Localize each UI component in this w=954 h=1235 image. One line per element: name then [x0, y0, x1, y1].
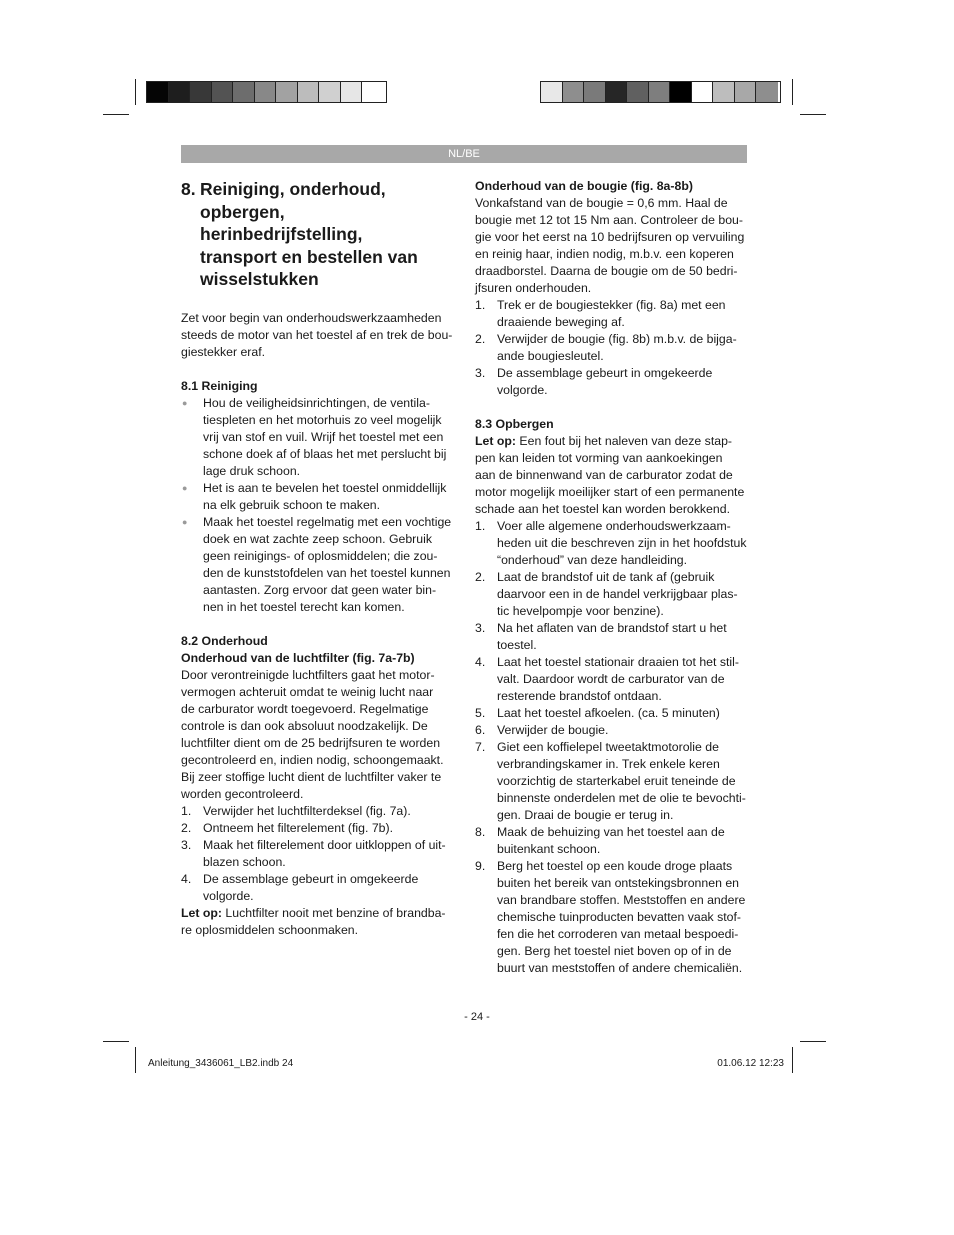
crop-mark [800, 114, 826, 115]
list-item: ● Hou de veiligheidsinrichtingen, de ventila- tiespleten en het motorhuis zo veel mogelijk vrij van stof en vuil. Wrijf het toestel met een schone doek af of blaas het met perslucht bij lage druk schoon. [182, 395, 447, 478]
list-item: 4. De assemblage gebeurt in omgekeerde volgorde. [181, 871, 419, 903]
section-heading [181, 178, 453, 291]
left-column [181, 178, 453, 939]
list-item: 3. De assemblage gebeurt in omgekeerde volgorde. [475, 366, 713, 397]
sub-heading-spark-plug: Onderhoud van de bougie (fig. 8a-8b) [475, 179, 693, 193]
footer-datetime: 01.06.12 12:23 [717, 1058, 784, 1069]
color-swatch [298, 82, 320, 102]
page-number: - 24 - [464, 1011, 490, 1023]
color-swatch [147, 82, 169, 102]
subsection-heading-storage: 8.3 Opbergen [475, 417, 554, 431]
section-number: 8. [181, 179, 196, 199]
color-swatch [692, 82, 714, 102]
crop-mark [792, 1047, 793, 1073]
color-swatch [255, 82, 277, 102]
list-item: 4. Laat het toestel stationair draaien tot het stil- valt. Daardoor wordt de carburator van de resterende brandstof ontdaan. [475, 655, 739, 703]
color-swatch [341, 82, 363, 102]
bullet-icon: ● [182, 516, 188, 527]
color-swatch [541, 82, 563, 102]
color-swatch [319, 82, 341, 102]
list-item: 2. Ontneem het filterelement (fig. 7b). [181, 820, 394, 835]
crop-mark [103, 114, 129, 115]
color-swatch [190, 82, 212, 102]
right-column [475, 178, 747, 977]
list-item: 7. Giet een koffielepel tweetaktmotorolie de verbrandingskamer in. Trek enkele keren voorzichtig de starterkabel eruit teneinde de binnenste onderdelen met de olie te bevochti- gen. Draai de bougie er terug in. [475, 740, 746, 822]
list-item: 5. Laat het toestel afkoelen. (ca. 5 minuten) [475, 706, 720, 720]
color-swatch [563, 82, 585, 102]
color-swatch [713, 82, 735, 102]
color-swatch [627, 82, 649, 102]
color-swatch [670, 82, 692, 102]
color-swatch [276, 82, 298, 102]
list-item: ● Maak het toestel regelmatig met een vochtige doek en wat zachte zeep schoon. Gebruik geen reinigings- of oplosmiddelen; die zou- den de kunststofdelen van het toestel kunnen aantasten. Zorg ervoor dat geen water bin- nen in het toestel terecht kan komen. [182, 514, 452, 614]
footer-filename: Anleitung_3436061_LB2.indb 24 [148, 1058, 294, 1069]
subsection-heading-cleaning: 8.1 Reiniging [181, 378, 258, 393]
list-item: 6. Verwijder de bougie. [475, 723, 609, 737]
bullet-icon: ● [182, 482, 188, 493]
list-item: 1. Voer alle algemene onderhoudswerkzaam- heden uit die beschreven zijn in het hoofdstuk “onderhoud” van deze handleiding. [475, 519, 747, 567]
air-filter-note: Let op: Luchtfilter nooit met benzine of brandba- re oplosmiddelen schoonmaken. [181, 905, 446, 937]
list-item: 2. Verwijder de bougie (fig. 8b) m.b.v. de bijga- ande bougiesleutel. [475, 332, 737, 363]
intro-paragraph: Zet voor begin van onderhoudswerkzaamheden steeds de motor van het toestel af en trek de bou- giestekker eraf. [181, 310, 453, 359]
color-swatch [756, 82, 778, 102]
spark-plug-paragraph: Vonkafstand van de bougie = 0,6 mm. Haal de bougie met 12 tot 15 Nm aan. Controleer de bou- gie voor het eerst na 10 bedrijfsuren op vervuiling en reinig haar, indien nodig, m.b.v. een koperen draadborstel. Daarna de bougie om de 50 bedri- jfsuren onderhouden. [475, 196, 745, 295]
bullet-icon: ● [182, 397, 188, 408]
color-swatch [584, 82, 606, 102]
list-item: 8. Maak de behuizing van het toestel aan de buitenkant schoon. [475, 825, 725, 856]
storage-note: Let op: Een fout bij het naleven van deze stap- pen kan leiden tot vorming van aankoekingen aan de binnenwand van de carburator zodat de motor mogelijk moeilijker start of een permanente schade aan het toestel kan worden berokkend. [475, 434, 745, 516]
color-swatch [362, 82, 384, 102]
color-swatch [212, 82, 234, 102]
list-item: 2. Laat de brandstof uit de tank af (gebruik daarvoor een in de handel verkrijgbaar plas- tic hevelpompje voor benzine). [475, 570, 738, 618]
list-item: 1. Trek er de bougiestekker (fig. 8a) met een draaiende beweging af. [475, 298, 726, 329]
air-filter-paragraph: Door verontreinigde luchtfilters gaat het motor- vermogen achteruit omdat te weinig lucht naar de carburator wordt toegevoerd. Regelmatige controle is dan ook absoluut noodzakelijk. De luchtfilter dient om de 25 bedrijfsuren te worden gecontroleerd en, indien nodig, schoongemaakt. Bij zeer stoffige lucht dient de luchtfilter vaker te worden gecontroleerd. [181, 667, 444, 801]
list-item: 3. Na het aflaten van de brandstof start u het toestel. [475, 621, 727, 652]
color-swatch-strip-right [540, 81, 781, 103]
color-swatch [233, 82, 255, 102]
list-item: 3. Maak het filterelement door uitkloppen of uit- blazen schoon. [181, 837, 446, 869]
section-title: Reiniging, onderhoud, opbergen, herinbedrijfstelling, transport en bestellen van wisselstukken [200, 179, 418, 289]
language-header-bar: NL/BE [181, 145, 747, 163]
subsection-heading-maintenance: 8.2 Onderhoud [181, 633, 268, 648]
color-swatch [649, 82, 671, 102]
sub-heading-air-filter: Onderhoud van de luchtfilter (fig. 7a-7b) [181, 650, 415, 665]
crop-mark [792, 79, 793, 105]
crop-mark [800, 1041, 826, 1042]
crop-mark [103, 1041, 129, 1042]
color-swatch-strip-left [146, 81, 387, 103]
color-swatch [735, 82, 757, 102]
list-item: 9. Berg het toestel op een koude droge plaats buiten het bereik van ontstekingsbronnen en van brandbare stoffen. Meststoffen en andere chemische tuinproducten bevatten vaak stof- fen die het corroderen van metaal bespoedi- gen. Berg het toestel niet boven op of in de buurt van meststoffen of andere chemicaliën. [475, 859, 746, 975]
crop-mark [135, 79, 136, 105]
crop-mark [135, 1047, 136, 1073]
color-swatch [606, 82, 628, 102]
color-swatch [169, 82, 191, 102]
list-item: 1. Verwijder het luchtfilterdeksel (fig. 7a). [181, 803, 411, 818]
list-item: ● Het is aan te bevelen het toestel onmiddellijk na elk gebruik schoon te maken. [182, 480, 447, 512]
